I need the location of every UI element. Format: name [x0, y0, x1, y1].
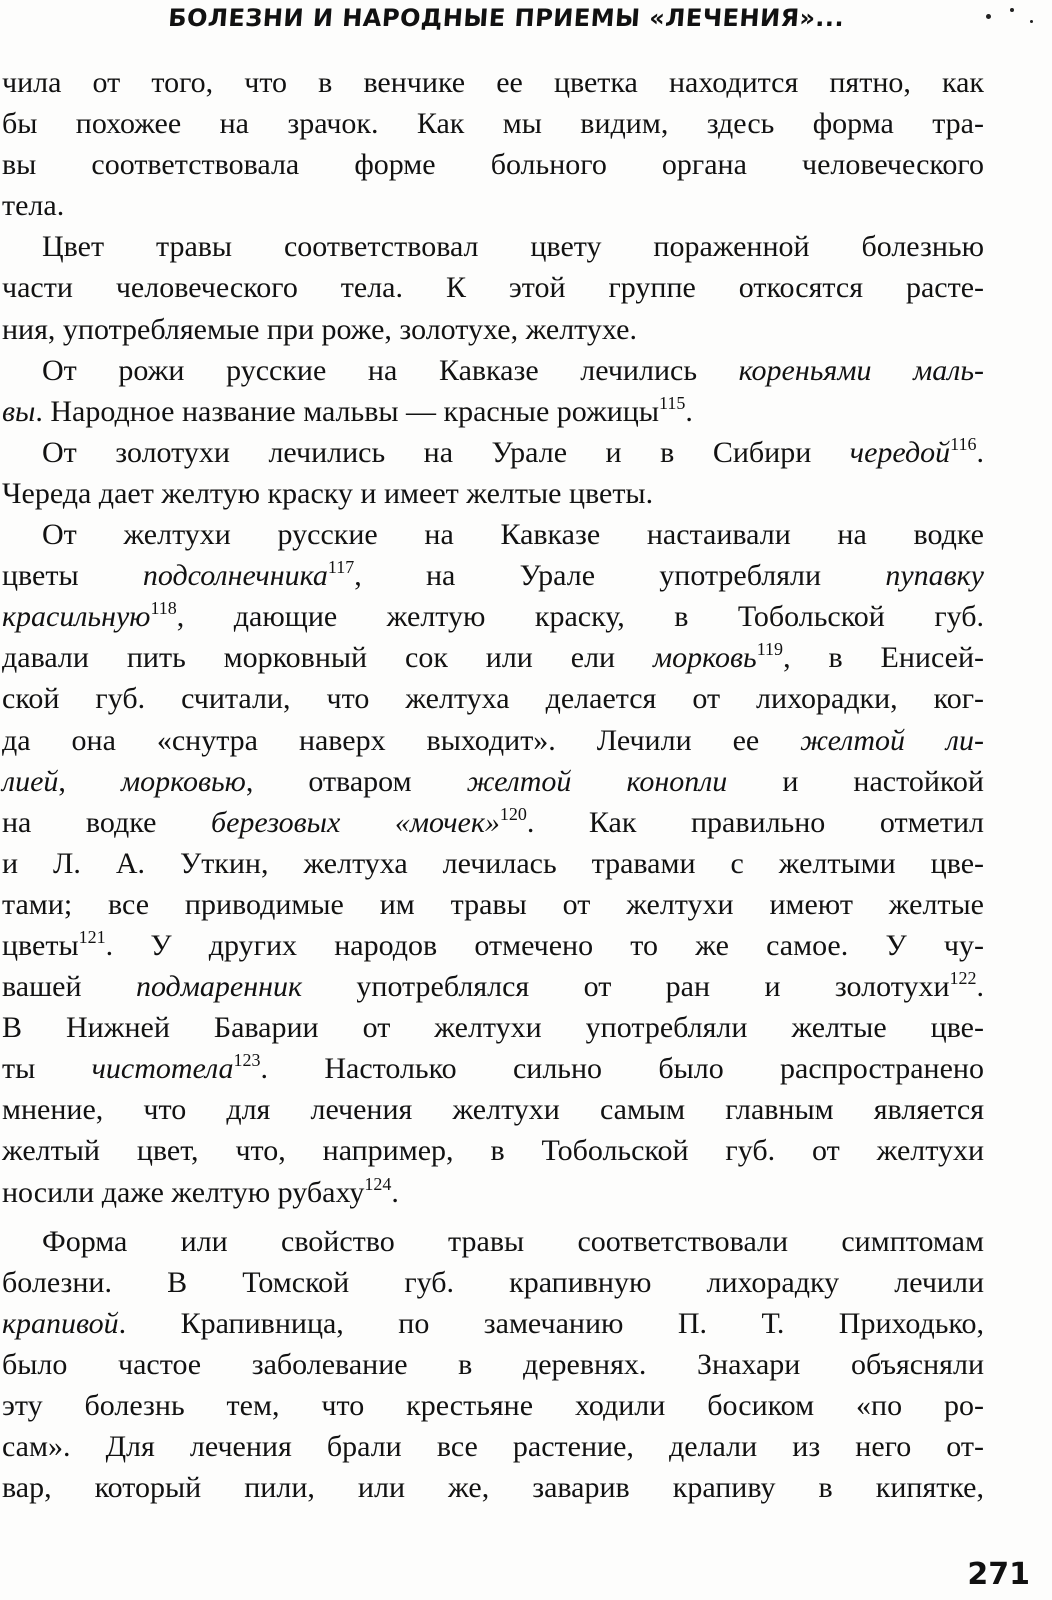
print-speck: [1030, 20, 1033, 23]
text-line: ской губ. считали, что желтуха делается от лихорадки, ког-: [2, 682, 984, 716]
text-line: болезни. В Томской губ. крапивную лихорадку лечили: [2, 1265, 984, 1299]
text-line: От желтухи русские на Кавказе настаивали на водке: [42, 518, 984, 552]
text-line: части человеческого тела. К этой группе откосятся расте-: [2, 271, 984, 305]
footnote-ref: 122: [949, 968, 977, 989]
text-line: тами; все приводимые им травы от желтухи имеют желтые: [2, 887, 984, 921]
text-line: красильную$^{118}$, дающие желтую краску, в Тобольской губ.: [2, 598, 984, 634]
text-line: ты чистотела$^{123}$. Настолько сильно было распространено: [2, 1050, 984, 1086]
text-line: Череда дает желтую краску и имеет желтые цветы.: [2, 476, 654, 510]
text-line: чила от того, что в венчике ее цветка находится пятно, как: [2, 66, 984, 99]
body-text: [2, 62, 984, 1508]
footnote-ref: 120: [499, 803, 527, 824]
text-line: и Л. А. Уткин, желтуха лечилась травами с желтыми цве-: [2, 846, 984, 880]
text-line: Цвет травы соответствовал цвету пораженной болезнью: [42, 230, 984, 264]
text-line: эту болезнь тем, что крестьяне ходили босиком «по ро-: [2, 1389, 984, 1422]
print-speck: [986, 14, 991, 19]
text-line: цветы$^{121}$. У других народов отмечено то же самое. У чу-: [2, 926, 984, 962]
paragraph: [2, 1221, 984, 1509]
paragraph: [2, 350, 984, 432]
text-line: В Нижней Баварии от желтухи употребляли желтые цве-: [2, 1011, 984, 1045]
text-line: желтый цвет, что, например, в Тобольской губ. от желтухи: [2, 1134, 984, 1168]
paragraph: [2, 432, 984, 514]
footnote-ref: 115: [659, 392, 686, 413]
paragraph: [2, 226, 984, 349]
text-line: вы. Народное название мальвы — красные рожицы$^{115}$.: [2, 392, 693, 428]
print-speck: [1010, 8, 1014, 12]
footnote-ref: 116: [950, 433, 977, 454]
text-line: От золотухи лечились на Урале и в Сибири чередой$^{116}$.: [42, 433, 984, 469]
text-line: бы похожее на зрачок. Как мы видим, здесь форма тра-: [2, 107, 984, 141]
text-line: давали пить морковный сок или ели морковь$^{119}$, в Енисей-: [2, 639, 984, 675]
text-line: крапивой. Крапивница, по замечанию П. Т. Приходько,: [2, 1306, 984, 1340]
running-head: БОЛЕЗНИ И НАРОДНЫЕ ПРИЕМЫ «ЛЕЧЕНИЯ»...: [167, 4, 846, 32]
text-line: вашей подмаренник употреблялся от ран и золотухи$^{122}$.: [2, 968, 984, 1004]
text-line: носили даже желтую рубаху$^{124}$.: [2, 1173, 399, 1209]
text-line: сам». Для лечения брали все растение, делали из него от-: [2, 1430, 984, 1464]
text-line: тела.: [2, 189, 65, 223]
paragraph: [2, 514, 984, 1213]
text-line: вар, который пили, или же, заварив крапиву в кипятке,: [2, 1471, 984, 1505]
text-line: лией, морковью, отваром желтой конопли и настойкой: [2, 764, 984, 798]
footnote-ref: 119: [756, 639, 784, 660]
text-line: ния, употребляемые при роже, золотухе, желтухе.: [2, 312, 637, 346]
footnote-ref: 118: [150, 598, 177, 619]
text-line: вы соответствовала форме больного органа человеческого: [2, 148, 984, 182]
text-line: да она «снутра наверх выходит». Лечили ее желтой ли-: [2, 723, 984, 757]
footnote-ref: 123: [233, 1050, 261, 1071]
text-line: цветы подсолнечника$^{117}$, на Урале употребляли пупавку: [2, 557, 984, 593]
text-line: на водке березовых «мочек»$^{120}$. Как правильно отметил: [2, 803, 984, 839]
paragraph: [2, 62, 984, 226]
footnote-ref: 124: [364, 1173, 392, 1194]
page-number: 271: [967, 1557, 1030, 1592]
text-line: Форма или свойство травы соответствовали симптомам: [42, 1224, 984, 1258]
text-line: было частое заболевание в деревнях. Знахари объясняли: [2, 1347, 984, 1381]
text-line: мнение, что для лечения желтухи самым главным является: [2, 1093, 984, 1127]
footnote-ref: 121: [78, 926, 106, 947]
text-line: От рожи русские на Кавказе лечились кореньями маль-: [42, 353, 985, 387]
footnote-ref: 117: [327, 557, 355, 578]
